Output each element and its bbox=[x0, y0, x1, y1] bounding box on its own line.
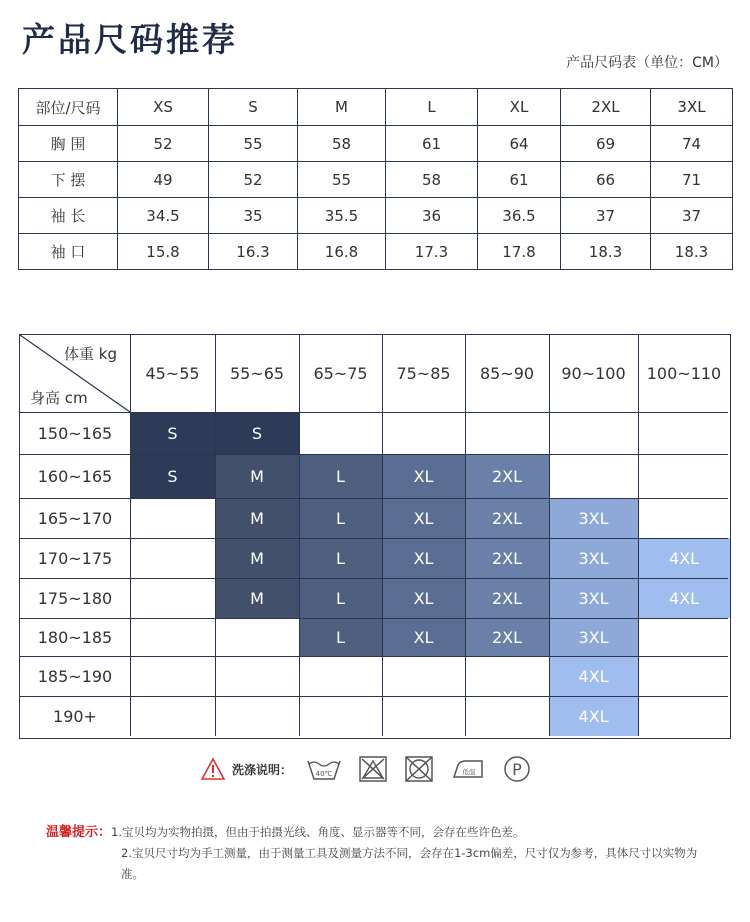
height-header: 175~180 bbox=[37, 588, 113, 608]
size-cell: 18.3 bbox=[651, 234, 733, 270]
size-rec-cell: L bbox=[299, 538, 382, 578]
size-rec-cell: M bbox=[215, 538, 299, 578]
size-cell: 58 bbox=[298, 126, 386, 162]
height-header: 180~185 bbox=[37, 627, 113, 647]
wash-instructions bbox=[200, 752, 548, 786]
size-cell: 61 bbox=[386, 126, 478, 162]
height-header: 165~170 bbox=[37, 508, 113, 528]
size-rec-cell: L bbox=[299, 498, 382, 538]
size-rec-cell: XL bbox=[382, 618, 465, 656]
notes-label: 温馨提示： bbox=[46, 825, 112, 840]
size-rec-cell: S bbox=[130, 454, 215, 498]
dry-clean-letter: P bbox=[512, 760, 522, 779]
size-header-cell: M bbox=[298, 89, 386, 126]
size-row bbox=[19, 198, 733, 234]
size-cell: 69 bbox=[561, 126, 651, 162]
size-cell: 18.3 bbox=[561, 234, 651, 270]
size-header-cell: XL bbox=[478, 89, 561, 126]
size-rec-cell: 2XL bbox=[465, 618, 549, 656]
wash-40-icon bbox=[306, 755, 342, 783]
weight-header: 55~65 bbox=[229, 364, 285, 383]
size-header-row bbox=[19, 89, 733, 126]
weight-header: 65~75 bbox=[313, 364, 368, 383]
size-rec-cell: 3XL bbox=[549, 618, 638, 656]
size-rec-cell: L bbox=[299, 618, 382, 656]
height-header: 170~175 bbox=[37, 548, 113, 568]
size-rec-cell: 3XL bbox=[549, 538, 638, 578]
weight-header: 100~110 bbox=[646, 364, 722, 383]
wash-temp-text: 40℃ bbox=[315, 770, 333, 778]
size-cell: 52 bbox=[209, 162, 298, 198]
size-rec-cell: 3XL bbox=[549, 578, 638, 618]
height-header: 190+ bbox=[53, 706, 97, 726]
height-header: 150~165 bbox=[37, 423, 113, 443]
size-rec-cell: 2XL bbox=[465, 538, 549, 578]
size-cell: 36 bbox=[386, 198, 478, 234]
size-cell: 58 bbox=[386, 162, 478, 198]
size-cell: 71 bbox=[651, 162, 733, 198]
size-rec-cell: XL bbox=[382, 578, 465, 618]
size-rec-cell: 2XL bbox=[465, 498, 549, 538]
size-rec-cell: L bbox=[299, 578, 382, 618]
warning-icon bbox=[200, 757, 226, 781]
no-bleach-icon bbox=[358, 755, 388, 783]
size-cell: 52 bbox=[118, 126, 209, 162]
unit-note: 产品尺码表（单位：CM） bbox=[566, 55, 728, 71]
size-cell: 61 bbox=[478, 162, 561, 198]
size-header-cell: XS bbox=[118, 89, 209, 126]
size-row bbox=[19, 162, 733, 198]
size-cell: 37 bbox=[651, 198, 733, 234]
notes bbox=[46, 822, 726, 885]
size-rec-cell: XL bbox=[382, 538, 465, 578]
size-rec-cell: 2XL bbox=[465, 578, 549, 618]
size-rec-cell: 3XL bbox=[549, 498, 638, 538]
weight-header: 90~100 bbox=[561, 364, 626, 383]
size-cell: 17.8 bbox=[478, 234, 561, 270]
size-cell: 袖 长 bbox=[19, 198, 118, 234]
note-line-2: 2.宝贝尺寸均为手工测量，由于测量工具及测量方法不同，会存在1-3cm偏差，尺寸仅为参考，具体尺寸以实物为 bbox=[121, 846, 698, 860]
size-cell: 35 bbox=[209, 198, 298, 234]
iron-low-icon bbox=[450, 755, 486, 783]
size-header-cell: 部位/尺码 bbox=[19, 89, 118, 126]
size-row bbox=[19, 126, 733, 162]
recommendation-grid bbox=[19, 334, 731, 739]
height-header: 185~190 bbox=[37, 666, 113, 686]
weight-header: 75~85 bbox=[396, 364, 451, 383]
height-header: 160~165 bbox=[37, 466, 113, 486]
size-rec-cell: 4XL bbox=[549, 696, 638, 736]
weight-header: 45~55 bbox=[145, 364, 200, 383]
size-header-cell: L bbox=[386, 89, 478, 126]
size-cell: 袖 口 bbox=[19, 234, 118, 270]
weight-axis-label: 体重 kg bbox=[64, 345, 117, 363]
weight-header: 85~90 bbox=[479, 364, 535, 383]
size-cell: 36.5 bbox=[478, 198, 561, 234]
wash-label: 洗涤说明： bbox=[232, 762, 293, 777]
height-axis-label: 身高 cm bbox=[30, 389, 88, 407]
dry-clean-p-icon bbox=[502, 754, 532, 784]
size-rec-cell: 4XL bbox=[638, 578, 730, 618]
size-rec-cell: 4XL bbox=[549, 656, 638, 696]
size-rec-cell: S bbox=[130, 412, 215, 454]
size-rec-cell: L bbox=[299, 454, 382, 498]
size-header-cell: S bbox=[209, 89, 298, 126]
size-cell: 15.8 bbox=[118, 234, 209, 270]
size-rec-cell: 4XL bbox=[638, 538, 730, 578]
size-cell: 64 bbox=[478, 126, 561, 162]
no-tumble-dry-icon bbox=[404, 755, 434, 783]
size-header-cell: 3XL bbox=[651, 89, 733, 126]
size-cell: 35.5 bbox=[298, 198, 386, 234]
size-cell: 74 bbox=[651, 126, 733, 162]
size-cell: 55 bbox=[298, 162, 386, 198]
size-cell: 66 bbox=[561, 162, 651, 198]
size-cell: 17.3 bbox=[386, 234, 478, 270]
size-rec-cell: S bbox=[215, 412, 299, 454]
size-cell: 下 摆 bbox=[19, 162, 118, 198]
size-header-cell: 2XL bbox=[561, 89, 651, 126]
size-cell: 16.8 bbox=[298, 234, 386, 270]
size-rec-cell: XL bbox=[382, 498, 465, 538]
size-cell: 胸 围 bbox=[19, 126, 118, 162]
size-cell: 49 bbox=[118, 162, 209, 198]
size-cell: 34.5 bbox=[118, 198, 209, 234]
size-rec-cell: M bbox=[215, 578, 299, 618]
size-row bbox=[19, 234, 733, 270]
size-rec-cell: 2XL bbox=[465, 454, 549, 498]
size-cell: 16.3 bbox=[209, 234, 298, 270]
note-line-2-cont: 准。 bbox=[121, 867, 144, 881]
size-rec-cell: M bbox=[215, 454, 299, 498]
note-line-1: 1.宝贝均为实物拍摄，但由于拍摄光线、角度、显示器等不同，会存在些许色差。 bbox=[111, 825, 525, 839]
page-title: 产品尺码推荐 bbox=[22, 20, 238, 59]
size-rec-cell: XL bbox=[382, 454, 465, 498]
size-cell: 55 bbox=[209, 126, 298, 162]
iron-text: 低温 bbox=[462, 768, 476, 776]
size-table bbox=[18, 88, 733, 270]
size-rec-cell: M bbox=[215, 498, 299, 538]
size-cell: 37 bbox=[561, 198, 651, 234]
